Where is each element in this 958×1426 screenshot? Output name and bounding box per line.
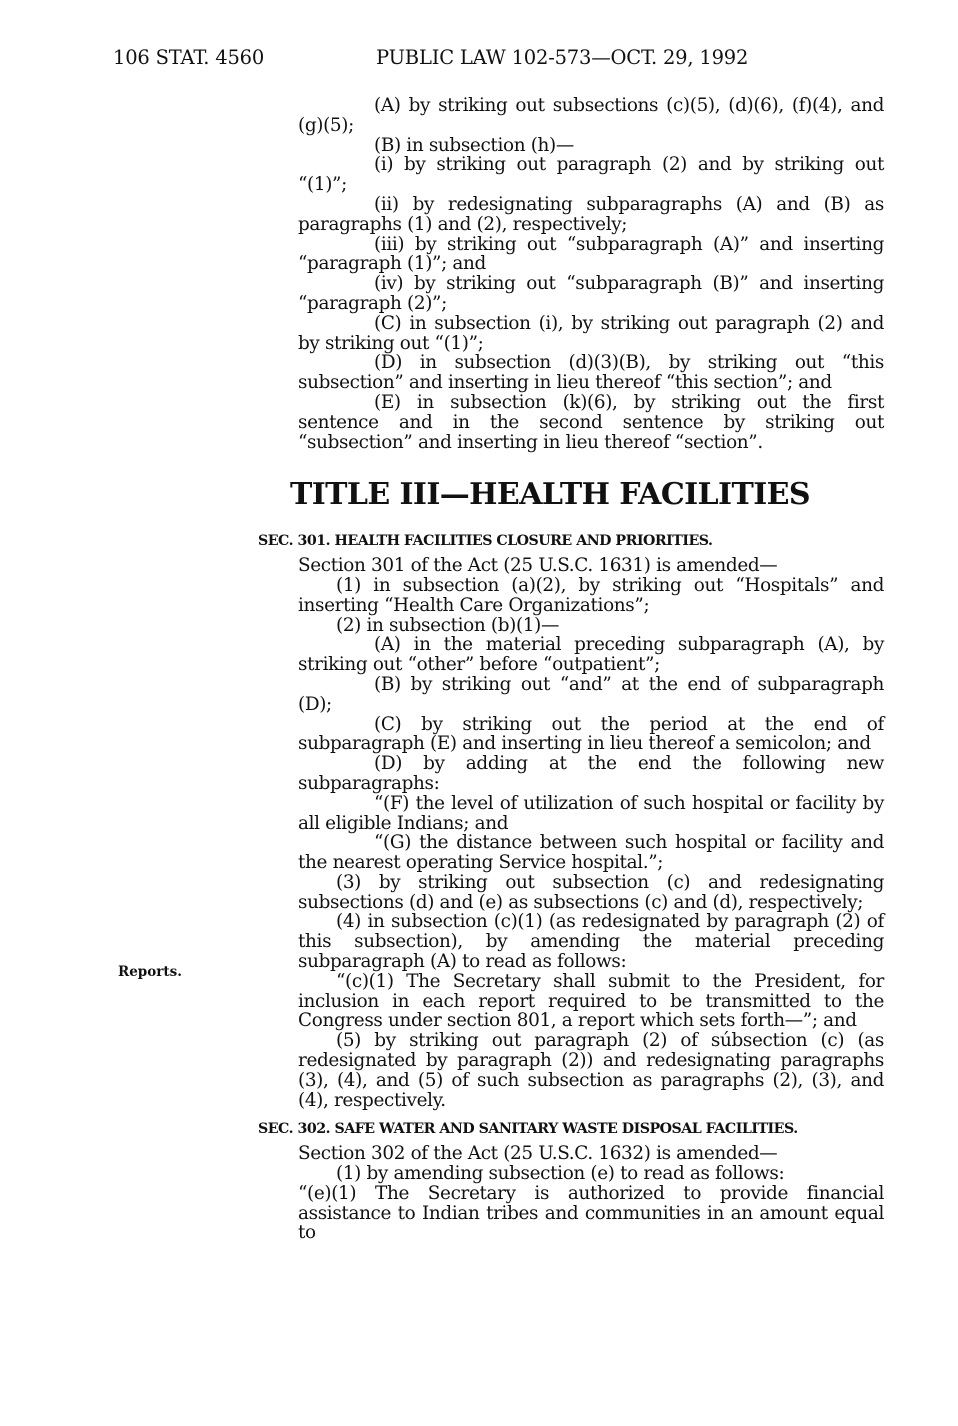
para-2-a: (A) in the material preceding subparagraph (A), by striking out “other” before “outpatient”; <box>298 634 884 676</box>
clause-a: (A) by striking out subsections (c)(5), (d)(6), (f)(4), and (g)(5); <box>298 95 884 136</box>
section-302-heading: SEC. 302. SAFE WATER AND SANITARY WASTE DISPOSAL FACILITIES. <box>258 1121 798 1138</box>
section-301-intro: Section 301 of the Act (25 U.S.C. 1631) is amended— <box>298 555 778 577</box>
section-302-intro: Section 302 of the Act (25 U.S.C. 1632) is amended— <box>298 1143 778 1165</box>
public-law-citation: PUBLIC LAW 102-573—OCT. 29, 1992 <box>376 46 749 69</box>
stat-page-number: 106 STAT. 4560 <box>113 46 265 69</box>
para-1: (1) in subsection (a)(2), by striking out “Hospitals” and inserting “Health Care Organizations”; <box>298 574 884 616</box>
clause-b-ii: (ii) by redesignating subparagraphs (A) and (B) as paragraphs (1) and (2), respectively; <box>298 193 884 235</box>
subpara-f: “(F) the level of utilization of such hospital or facility by all eligible Indians; and <box>298 792 884 834</box>
quoted-c1: “(c)(1) The Secretary shall submit to the President, for inclusion in each report required to be transmitted to the Congress under section 801, a report which sets forth—”; and <box>298 970 884 1032</box>
margin-note-reports: Reports. <box>118 964 182 980</box>
clause-b-iv: (iv) by striking out “subparagraph (B)” and inserting “paragraph (2)”; <box>298 273 884 314</box>
clause-d: (D) in subsection (d)(3)(B), by striking out “this subsection” and inserting in lieu thereof “this section”; and <box>298 352 884 394</box>
clause-e: (E) in subsection (k)(6), by striking out the first sentence and in the second sentence by striking out “subsection” and inserting in lieu thereof “section”. <box>298 391 884 453</box>
section-302-para-1: (1) by amending subsection (e) to read as follows: <box>336 1163 785 1185</box>
para-4: (4) in subsection (c)(1) (as redesignated by paragraph (2) of this subsection), by amending the material preceding subparagraph (A) to read as follows: <box>298 911 884 973</box>
para-2-b: (B) by striking out “and” at the end of subparagraph (D); <box>298 673 884 715</box>
para-3: (3) by striking out subsection (c) and redesignating subsections (d) and (e) as subsections (c) and (d), respectively; <box>298 871 884 913</box>
title-heading: TITLE III—HEALTH FACILITIES <box>290 477 810 513</box>
subpara-g: “(G) the distance between such hospital or facility and the nearest operating Service hospital.”; <box>298 832 884 874</box>
clause-b-iii: (iii) by striking out “subparagraph (A)” and inserting “paragraph (1)”; and <box>298 233 884 275</box>
clause-c: (C) in subsection (i), by striking out paragraph (2) and by striking out “(1)”; <box>298 312 884 354</box>
clause-b: (B) in subsection (h)— <box>374 134 574 156</box>
quoted-e1: “(e)(1) The Secretary is authorized to provide financial assistance to Indian tribes and communities in an amount equal to <box>298 1182 884 1244</box>
body-text-column <box>258 95 884 1244</box>
section-301-heading: SEC. 301. HEALTH FACILITIES CLOSURE AND PRIORITIES. <box>258 533 713 550</box>
clause-b-i: (i) by striking out paragraph (2) and by striking out “(1)”; <box>298 154 884 196</box>
para-5: (5) by striking out paragraph (2) of súbsection (c) (as redesignated by paragraph (2)) and redesignating paragraphs (3), (4), and (5) of such subsection as paragraphs (2), (3), and (4), respectively. <box>298 1030 884 1111</box>
para-2-c: (C) by striking out the period at the end of subparagraph (E) and inserting in lieu thereof a semicolon; and <box>298 713 884 755</box>
para-2-d: (D) by adding at the end the following new subparagraphs: <box>298 753 884 794</box>
para-2: (2) in subsection (b)(1)— <box>336 614 559 636</box>
